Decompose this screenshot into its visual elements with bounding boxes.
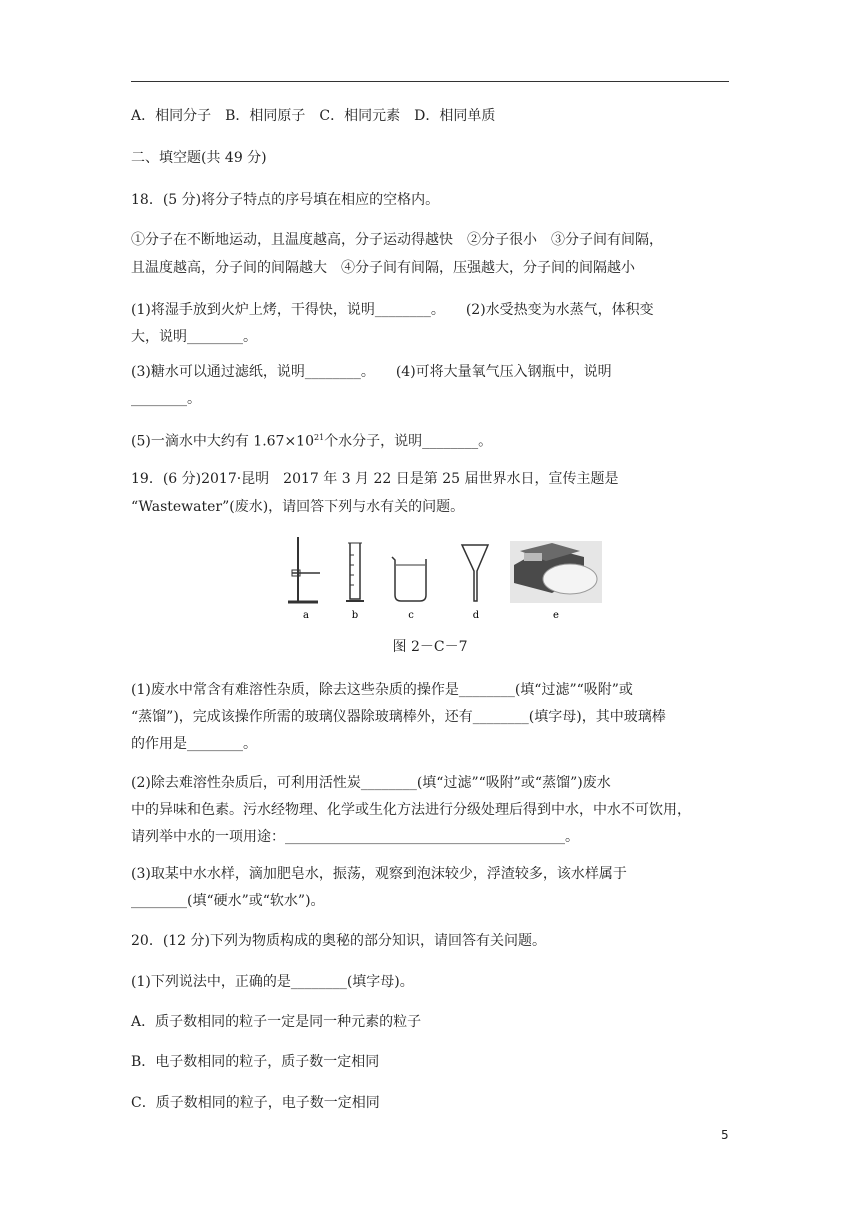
figure-label-c: c [408, 610, 414, 621]
page-number: 5 [721, 1128, 729, 1142]
section-title: 二、填空题(共 49 分) [131, 150, 267, 166]
figure-label-d: d [472, 610, 480, 621]
q19-part2-line1: (2)除去难溶性杂质后，可利用活性炭________(填“过滤”“吸附”或“蒸馏”)废水 [131, 775, 611, 791]
q18-part5-text: (5)一滴水中大约有 1.67×10 [131, 433, 314, 450]
filter-paper-illustration [510, 541, 602, 603]
q20-option-a: A．质子数相同的粒子一定是同一种元素的粒子 [131, 1014, 422, 1030]
q19-part1-line1: (1)废水中常含有难溶性杂质，除去这些杂质的操作是________(填“过滤”“吸附”或 [131, 682, 633, 698]
q19-part3-line1: (3)取某中水水样，滴加肥皂水，振荡，观察到泡沫较少，浮渣较多，该水样属于 [131, 866, 627, 882]
q19-stem-line1: 19．(6 分)2017·昆明 2017 年 3 月 22 日是第 25 届世界水日，宣传主题是 [131, 471, 619, 487]
q18-part5-text-after: 个水分子，说明________。 [324, 433, 493, 450]
figure-label-a: a [303, 610, 309, 621]
q18-part1-line2: 大，说明________。 [131, 329, 257, 345]
q20-option-c: C．质子数相同的粒子，电子数一定相同 [131, 1095, 380, 1111]
q18-part3-line1: (3)糖水可以通过滤纸，说明________。 (4)可将大量氧气压入钢瓶中，说明 [131, 364, 612, 380]
q18-features-line1: ①分子在不断地运动，且温度越高，分子运动得越快 ②分子很小 ③分子间有间隔， [131, 232, 663, 248]
q19-part1-line3: 的作用是________。 [131, 736, 257, 752]
q20-option-b: B．电子数相同的粒子，质子数一定相同 [131, 1054, 380, 1070]
figure-label-e: e [553, 610, 559, 621]
lab-apparatus-figure [284, 535, 602, 625]
q19-part2-line2: 中的异味和色素。污水经物理、化学或生化方法进行分级处理后得到中水，中水不可饮用， [131, 802, 691, 818]
q19-stem-line2: “Wastewater”(废水)，请回答下列与水有关的问题。 [131, 499, 465, 515]
q19-part2-line3: 请列举中水的一项用途：________________________________________。 [131, 829, 579, 845]
q18-part1-line1: (1)将湿手放到火炉上烤，干得快，说明________。 (2)水受热变为水蒸气，体积变 [131, 302, 654, 318]
q20-part1: (1)下列说法中，正确的是________(填字母)。 [131, 974, 414, 990]
figure-caption: 图 2－C－7 [392, 639, 468, 655]
q18-part3-line2: ________。 [131, 391, 201, 407]
beaker-illustration [392, 557, 426, 601]
q18-features-line2: 且温度越高，分子间的间隔越大 ④分子间有间隔，压强越大，分子间的间隔越小 [131, 260, 635, 276]
figure-label-b: b [351, 610, 359, 621]
q19-part3-line2: ________(填“硬水”或“软水”)。 [131, 893, 325, 909]
q18-stem: 18．(5 分)将分子特点的序号填在相应的空格内。 [131, 192, 440, 208]
q20-stem: 20．(12 分)下列为物质构成的奥秘的部分知识，请回答有关问题。 [131, 933, 547, 949]
q17-options: A．相同分子 B．相同原子 C．相同元素 D．相同单质 [131, 108, 496, 124]
graduated-cylinder-illustration [346, 543, 364, 601]
q19-part1-line2: “蒸馏”)，完成该操作所需的玻璃仪器除玻璃棒外，还有________(填字母)，其中玻璃棒 [131, 709, 666, 725]
iron-stand-illustration [288, 537, 320, 602]
q18-part5 [131, 423, 729, 457]
funnel-illustration [462, 545, 488, 601]
header-rule [131, 81, 729, 82]
q18-part5-exponent: 21 [314, 433, 325, 442]
